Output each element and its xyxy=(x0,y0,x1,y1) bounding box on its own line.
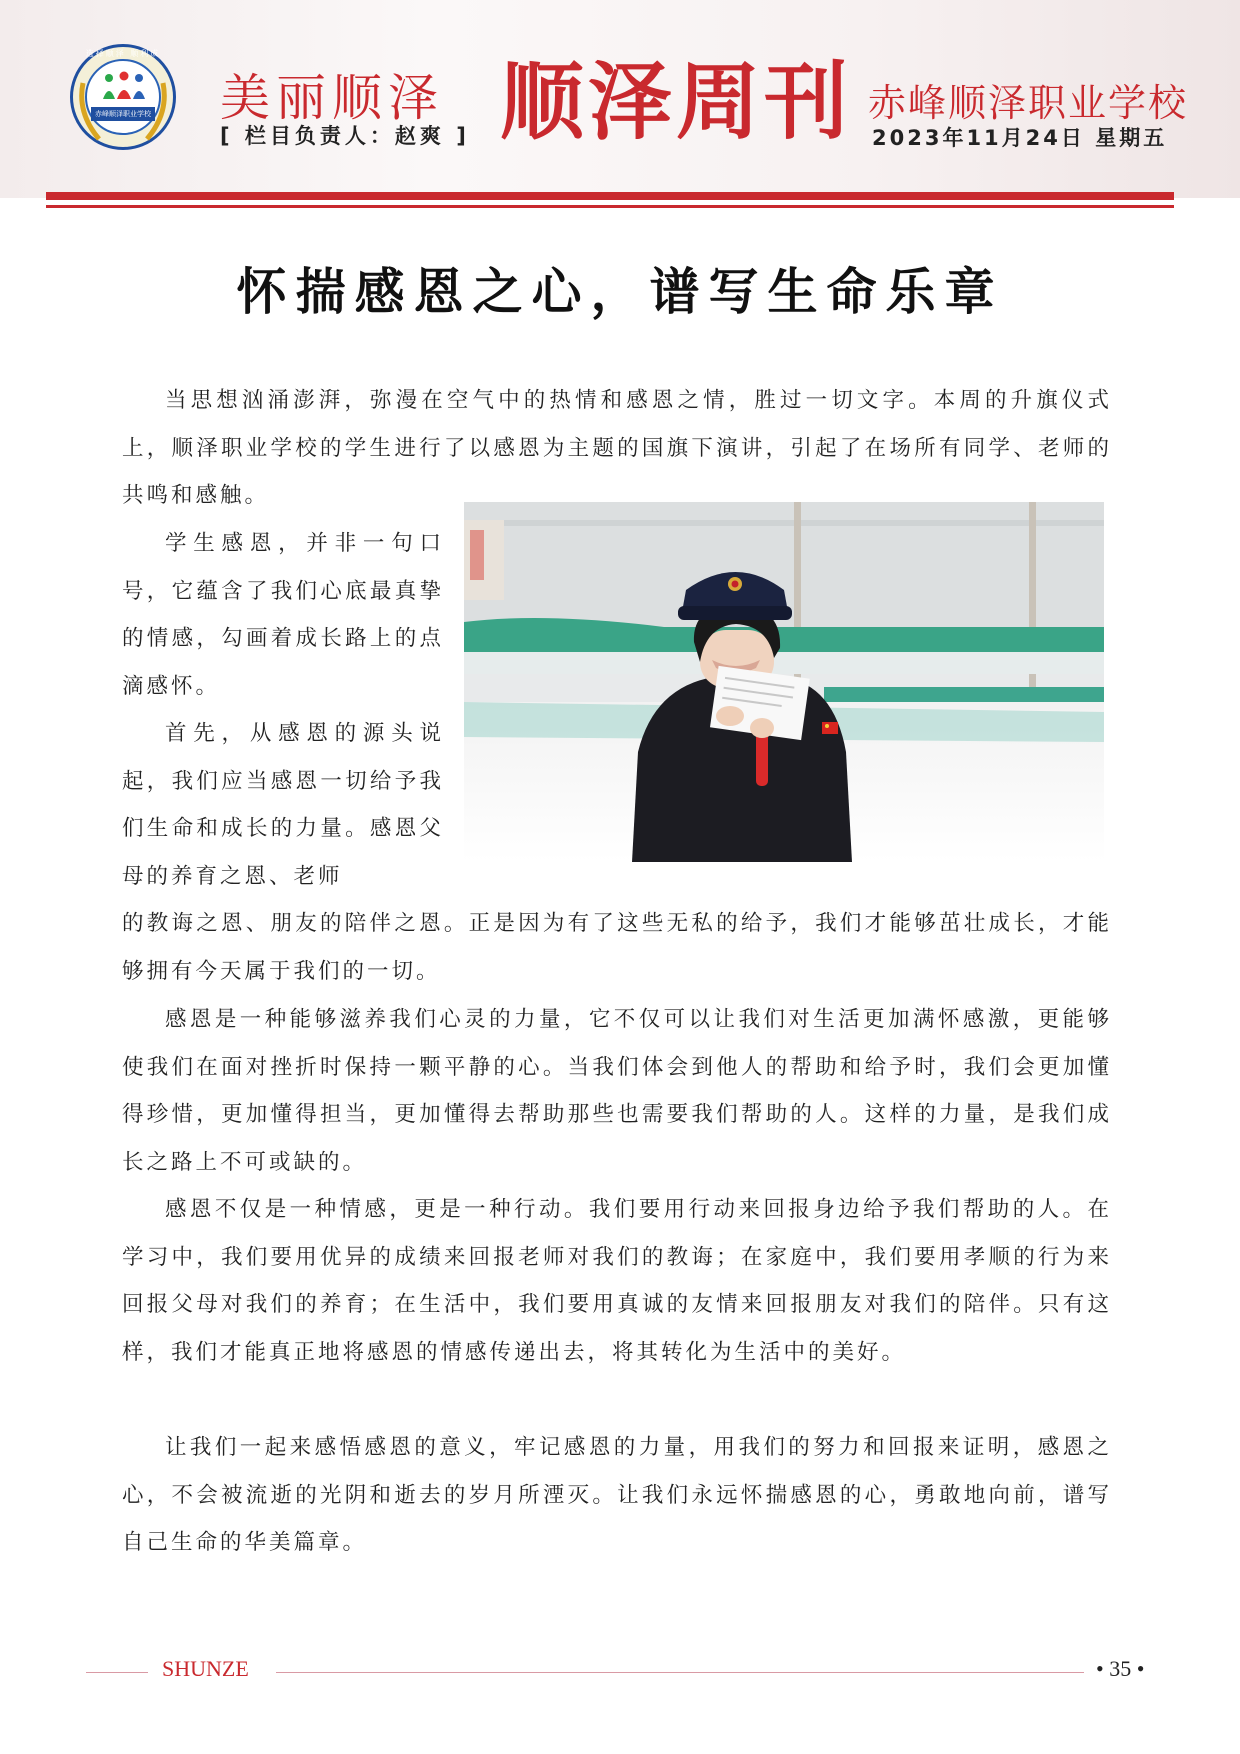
header-rule-thick xyxy=(46,192,1174,200)
issue-date: 2023年11月24日 星期五 xyxy=(872,126,1168,150)
paragraph-gratitude-meaning: 学生感恩，并非一句口号，它蕴含了我们心底最真挚的情感，勾画着成长路上的点滴感怀。 xyxy=(122,531,444,699)
paragraph-action: 感恩不仅是一种情感，更是一种行动。我们要用行动来回报身边给予我们帮助的人。在学习中，我们要用优异的成绩来回报老师对我们的教诲；在家庭中，我们要用孝顺的行为来回报父母对我们的养育；在生活中，我们要用真诚的友情来回报朋友对我们的陪伴。只有这样，我们才能真正地将感恩的情感传递出去，将其转化为生活中的美好。 xyxy=(122,1197,1112,1365)
footer-rule-right xyxy=(276,1672,1084,1673)
emblem-center xyxy=(85,59,161,135)
footer-rule-left xyxy=(86,1672,148,1673)
paragraph-conclusion: 让我们一起来感悟感恩的意义，牢记感恩的力量，用我们的努力和回报来证明，感恩之心，不会被流逝的光阴和逝去的岁月所湮灭。让我们永远怀揣感恩的心，勇敢地向前，谱写自己生命的华美篇章。 xyxy=(122,1435,1112,1555)
page-number: • 35 • xyxy=(1096,1656,1145,1681)
school-emblem-icon xyxy=(70,44,176,150)
speech-photo xyxy=(464,502,1104,862)
paragraph-intro: 当思想汹涌澎湃，弥漫在空气中的热情和感恩之情，胜过一切文字。本周的升旗仪式上，顺泽职业学校的学生进行了以感恩为主题的国旗下演讲，引起了在场所有同学、老师的共鸣和感触。 xyxy=(122,388,1112,508)
school-name: 赤峰顺泽职业学校 xyxy=(868,81,1189,125)
paragraph-nourish: 感恩是一种能够滋养我们心灵的力量，它不仅可以让我们对生活更加满怀感激，更能够使我们在面对挫折时保持一颗平静的心。当我们体会到他人的帮助和给予时，我们会更加懂得珍惜，更加懂得担当，更加懂得去帮助那些也需要我们帮助的人。这样的力量，是我们成长之路上不可或缺的。 xyxy=(122,1007,1112,1175)
column-owner: [ 栏目负责人：赵爽 ] xyxy=(220,124,470,148)
article-title: 怀揣感恩之心，谱写生命乐章 xyxy=(236,263,1004,321)
column-title: 美丽顺泽 xyxy=(220,69,444,127)
paragraph-source-continued: 的教诲之恩、朋友的陪伴之恩。正是因为有了这些无私的给予，我们才能够茁壮成长，才能够拥有今天属于我们的一切。 xyxy=(122,911,1112,984)
journal-title: 顺泽周刊 xyxy=(500,53,853,151)
emblem-top-text: 选择顺泽 顺利成 xyxy=(85,49,161,58)
student-speaking-photo xyxy=(464,502,1104,862)
header-rule-thin xyxy=(46,205,1174,208)
people-figures-icon xyxy=(101,71,147,103)
footer-brand: SHUNZE xyxy=(162,1656,249,1681)
paragraph-source-start: 首先，从感恩的源头说起，我们应当感恩一切给予我们生命和成长的力量。感恩父母的养育之恩、老师 xyxy=(122,721,444,889)
emblem-school-band: 赤峰顺泽职业学校 xyxy=(91,107,155,121)
